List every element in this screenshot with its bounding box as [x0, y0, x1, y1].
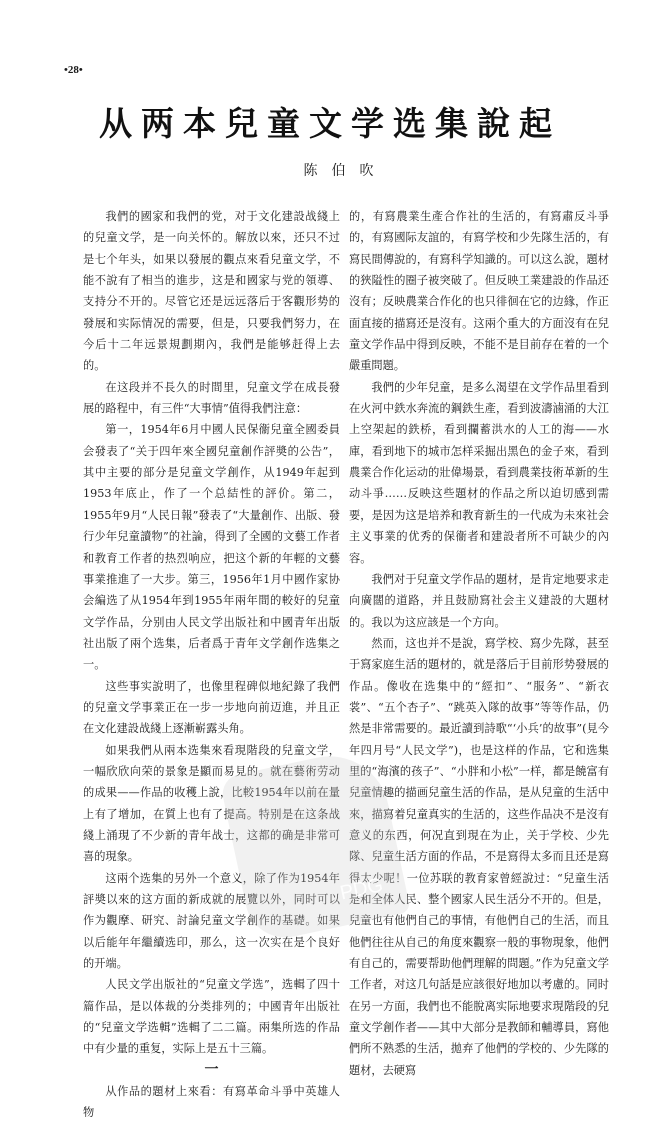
paragraph: 的，有寫農業生產合作社的生活的，有寫肅反斗爭的，有寫國际友誼的，有寫学校和少先隊生活的，有寫民間傳說的，有寫科学知識的。可以这么說，題材的狹隘性的圈子被突破了。但反映工業建設的作品还沒有；反映農業合作化的也只徘徊在它的边緣，作正面直接的描寫还是沒有。这兩个重大的方面沒有在兒童文学作品中得到反映，不能不是目前存在着的一个嚴重問題。 — [349, 210, 609, 373]
article-author: 陈伯吹 — [303, 163, 388, 179]
left-column — [83, 206, 340, 1124]
paragraph: 这兩个选集的另外一个意义，除了作为1954年評奬以來的这方面的新成就的展覽以外，同时可以作为觀摩、研究、討論兒童文学創作的基礎。如果以后能年年繼續选印，那么，这一次实在是个良好的开端。 — [83, 871, 340, 971]
paragraph: 在这段并不長久的时間里，兒童文学在成長發展的路程中，有三件“大事情”值得我們注意： — [83, 380, 340, 416]
right-column — [349, 206, 609, 1081]
paragraph: 如果我們从兩本选集來看現階段的兒童文学，一幅欣欣向荣的景象是顯而易見的。就在藝術劳动的成果——作品的收穫上說，比較1954年以前在量上有了增加，在質上也有了提高。特别是在这条战綫上涌現了不少新的青年战士，这都的确是非常可喜的現象。 — [83, 743, 340, 864]
section-divider: 一 — [204, 1061, 219, 1078]
page-number: •28• — [64, 64, 83, 76]
article-title: 从两本兒童文学选集說起 — [99, 104, 561, 143]
paragraph: 从作品的題材上來看：有寫革命斗爭中英雄人物 — [83, 1085, 340, 1120]
paragraph: 这些事实說明了，也像里程碑似地紀錄了我們的兒童文学事業正在一步一步地向前迈進，并且正在文化建設战綫上逐漸嶄露头角。 — [83, 679, 340, 736]
paragraph: 我們对于兒童文学作品的題材，是肯定地要求走向廣闊的道路，并且鼓励寫社会主义建設的大題材的。我以为这应該是一个方向。 — [349, 572, 609, 629]
paragraph: 人民文学出版社的“兒童文学选”，选輯了四十篇作品，是以体裁的分类排列的；中國青年出版社的“兒童文学选輯”选輯了二二篇。兩集所选的作品中有少量的重复，实际上是五十三篇。 — [83, 978, 340, 1056]
paragraph: 第一，1954年6月中國人民保衞兒童全國委員会發表了“关于四年來全國兒童創作評奬的公告”，其中主要的部分是兒童文学創作，从1949年起到1953年底止，作了一个总結性的評价。第二，1955年9月“人民日報”發表了“大量創作、出版、發行少年兒童讀物”的社論，得到了全國的文藝工作者和教育工作者的热烈响应，把这个新的年輕的文藝事業推進了一大步。第三，1956年1月中國作家协会編选了从1954年到1955年兩年間的較好的兒童文学作品，分别由人民文学出版社和中國青年出版社出版了兩个选集，后者爲于青年文学創作选集之一。 — [83, 423, 340, 672]
paragraph: 我們的國家和我們的党，对于文化建設战綫上的兒童文学，是一向关怀的。解放以來，还只不过是七个年头，如果以發展的觀点來看兒童文学，不能不說有了相当的進步，这是和國家与党的領導、支持分不开的。尽管它还是远远落后于客觀形势的發展和实际情况的需要，但是，只要我們努力，在今后十二年远景規劃期內，我們是能够赶得上去的。 — [83, 210, 340, 373]
watermark-text: PDG — [338, 874, 386, 905]
paragraph: 我們的少年兒童，是多么渴望在文学作品里看到在火河中鉄水奔流的鋼鉄生產，看到波濤滷涌的大江上空架起的鉄桥，看到攔蓄洪水的人工的海——水庫，看到地下的城市怎样采掘出黑色的金子來，看到農業合作化运动的壯偉場景，看到農業技術革新的生动斗爭……反映这些題材的作品之所以迫切感到需要，是因为这是培养和教育新生的一代成为未來社会主义事業的优秀的保衞者和建設者所不可缺少的內容。 — [349, 380, 609, 565]
paragraph: 然而，这也并不是說，寫学校、寫少先隊，甚至于寫家庭生活的題材的，就是落后于目前形势發展的作品。像收在选集中的“經扣”、“服务”、“新衣裳”、“五个杏子”、“跳英入隊的故事”等等作品，仍然是非常需要的。最近讀到詩歌“‘小兵’的故事”(見今年四月号“人民文学”)，也是这样的作品，它和选集里的“海濱的孩子”、“小胖和小松”一样，都是饒富有兒童情趣的描画兒童生活的作品，是从兒童的生活中來，描寫着兒童真实的生活的，这些作品决不是沒有意义的东西，何况直到現在为止，关于学校、少先隊、兒童生活方面的作品，不是寫得太多而且还是寫得太少呢！一位苏联的教育家曾經說过：“兒童生活是和全体人民、整个國家人民生活分不开的。但是，兒童也有他們自己的事情，有他們自己的生活，而且他們往往从自己的角度來觀察一般的事物現象，他們有自己的，需要帮助他們理解的問題。”作为兒童文学工作者，对这几句話是应該很好地加以考慮的。同时在另一方面，我們也不能脫离实际地要求現階段的兒童文学創作者——其中大部分是教師和輔導員，寫他們所不熟悉的生活，拋弃了他們的学校的、少先隊的題材，去硬寫 — [349, 636, 609, 1077]
